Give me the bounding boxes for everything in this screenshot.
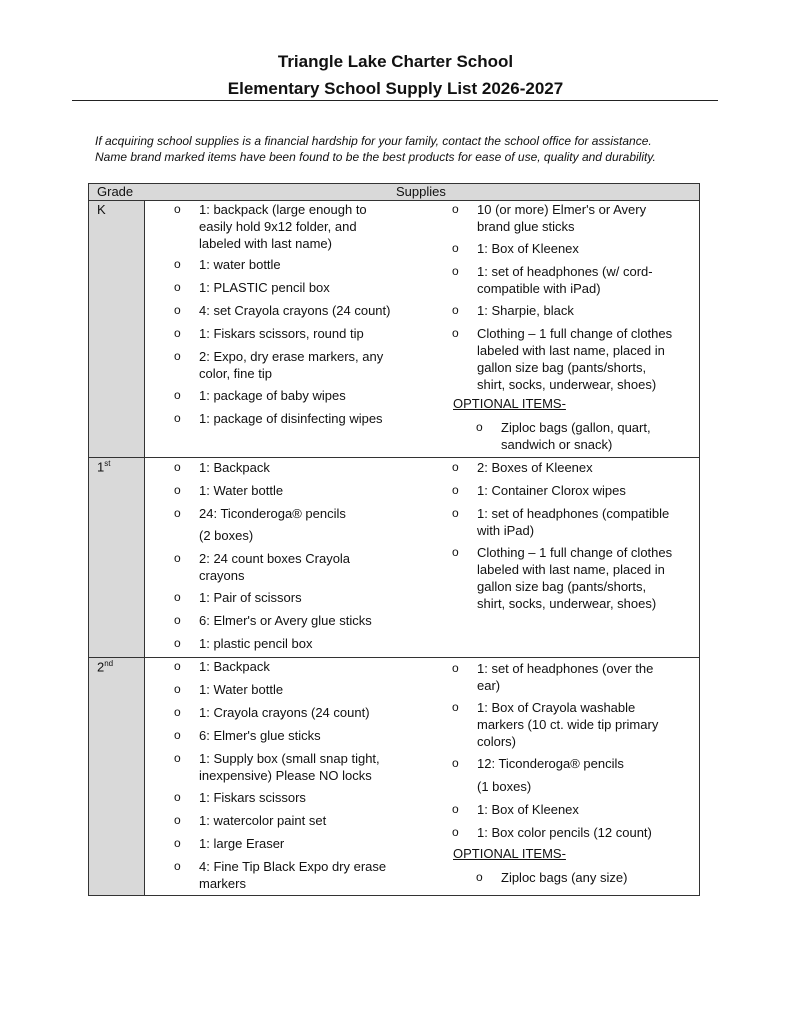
supply-item-text: 1: Box of Crayola washable markers (10 ct. wide tip primary colors)	[477, 700, 659, 749]
supply-item-text: 1: Water bottle	[199, 483, 284, 498]
bullet-icon: o	[174, 682, 181, 696]
bullet-icon: o	[174, 202, 181, 216]
bullet-icon: o	[174, 303, 181, 317]
bullet-icon: o	[452, 326, 459, 340]
supply-item-text: 1: Pair of scissors	[199, 590, 302, 605]
supply-item-text: 1: Supply box (small snap tight, inexpensive) Please NO locks	[199, 751, 380, 783]
bullet-icon: o	[174, 659, 181, 673]
brand-note: Name brand marked items have been found to be the best products for ease of use, quality and durability.	[95, 150, 656, 164]
supply-item-text: 10 (or more) Elmer's or Avery brand glue sticks	[477, 202, 647, 234]
supply-item-text: 1: set of headphones (compatible with iPad)	[477, 506, 670, 538]
supply-item-text: 1: Sharpie, black	[477, 303, 574, 318]
supply-item-text: 1: package of baby wipes	[199, 388, 346, 403]
supply-item-text: 1: Fiskars scissors	[199, 790, 306, 805]
bullet-icon: o	[174, 836, 181, 850]
supply-item-text: 1: large Eraser	[199, 836, 285, 851]
supply-item-text: 1: Crayola crayons (24 count)	[199, 705, 370, 720]
supply-table	[88, 183, 700, 896]
supply-item-text: 1: set of headphones (w/ cord- compatible with iPad)	[477, 264, 653, 296]
supply-item-text: 1: watercolor paint set	[199, 813, 327, 828]
bullet-icon: o	[174, 483, 181, 497]
grade-header: Grade	[97, 184, 134, 199]
supply-item-text: 1: Box of Kleenex	[477, 802, 579, 817]
bullet-icon: o	[174, 705, 181, 719]
bullet-icon: o	[452, 460, 459, 474]
bullet-icon: o	[174, 859, 181, 873]
list-title: Elementary School Supply List 2026-2027	[227, 79, 564, 98]
bullet-icon: o	[452, 700, 459, 714]
bullet-icon: o	[476, 870, 483, 884]
supply-item-text: 1: plastic pencil box	[199, 636, 313, 651]
supply-item-text: 1: water bottle	[199, 257, 281, 272]
bullet-icon: o	[174, 813, 181, 827]
supply-item-text: 1: Container Clorox wipes	[477, 483, 626, 498]
bullet-icon: o	[174, 349, 181, 363]
bullet-icon: o	[174, 636, 181, 650]
supply-item-text: Ziploc bags (any size)	[501, 870, 628, 885]
bullet-icon: o	[174, 388, 181, 402]
supply-item-text: Ziploc bags (gallon, quart, sandwich or snack)	[501, 420, 651, 452]
supply-item-text: 1: PLASTIC pencil box	[199, 280, 330, 295]
supply-item-text: Clothing – 1 full change of clothes labeled with last name, placed in gallon size bag (pants/shorts, shirt, socks, underwear, shoes)	[477, 545, 673, 611]
bullet-icon: o	[452, 802, 459, 816]
supply-item-text: 6: Elmer's glue sticks	[199, 728, 321, 743]
bullet-icon: o	[174, 326, 181, 340]
bullet-icon: o	[452, 303, 459, 317]
supply-item-text: Clothing – 1 full change of clothes labeled with last name, placed in gallon size bag (pants/shorts, shirt, socks, underwear, shoes)	[477, 326, 673, 392]
bullet-icon: o	[174, 460, 181, 474]
bullet-icon: o	[174, 280, 181, 294]
bullet-icon: o	[174, 411, 181, 425]
bullet-icon: o	[174, 728, 181, 742]
supply-item-text: 1: set of headphones (over the ear)	[477, 661, 654, 693]
supply-item-text: 2: 24 count boxes Crayola crayons	[199, 551, 351, 583]
optional-items-label: OPTIONAL ITEMS-	[453, 846, 566, 861]
optional-items-label: OPTIONAL ITEMS-	[453, 396, 566, 411]
supplies-header: Supplies	[396, 184, 446, 199]
bullet-icon: o	[452, 264, 459, 278]
bullet-icon: o	[476, 420, 483, 434]
supply-item-note: (1 boxes)	[477, 779, 532, 794]
bullet-icon: o	[452, 825, 459, 839]
bullet-icon: o	[452, 506, 459, 520]
bullet-icon: o	[452, 202, 459, 216]
bullet-icon: o	[174, 551, 181, 565]
bullet-icon: o	[174, 506, 181, 520]
table-header	[89, 184, 699, 201]
bullet-icon: o	[174, 257, 181, 271]
grade-column	[89, 184, 145, 895]
bullet-icon: o	[452, 483, 459, 497]
supply-item-text: 4: Fine Tip Black Expo dry erase markers	[199, 859, 387, 891]
bullet-icon: o	[452, 241, 459, 255]
supply-item-text: 6: Elmer's or Avery glue sticks	[199, 613, 372, 628]
supply-item-text: 1: Box of Kleenex	[477, 241, 579, 256]
supply-item-text: 1: package of disinfecting wipes	[199, 411, 383, 426]
row-divider	[89, 457, 699, 458]
school-name: Triangle Lake Charter School	[277, 52, 514, 71]
supply-item-text: 4: set Crayola crayons (24 count)	[199, 303, 391, 318]
supply-item-text: 2: Expo, dry erase markers, any color, fine tip	[199, 349, 384, 381]
supply-item-text: 2: Boxes of Kleenex	[477, 460, 593, 475]
supply-item-text: 24: Ticonderoga® pencils	[199, 506, 346, 521]
grade-label-1st: 1st	[97, 459, 111, 475]
bullet-icon: o	[452, 756, 459, 770]
bullet-icon: o	[174, 751, 181, 765]
supply-item-text: 1: Box color pencils (12 count)	[477, 825, 652, 840]
supply-item-text: 12: Ticonderoga® pencils	[477, 756, 624, 771]
bullet-icon: o	[452, 661, 459, 675]
grade-label-k: K	[97, 202, 106, 217]
bullet-icon: o	[174, 590, 181, 604]
title-divider	[72, 100, 718, 101]
supply-item-text: 1: Water bottle	[199, 682, 284, 697]
hardship-note: If acquiring school supplies is a financial hardship for your family, contact the school office for assistance.	[95, 134, 652, 148]
supply-item-note: (2 boxes)	[199, 528, 254, 543]
bullet-icon: o	[174, 790, 181, 804]
supply-item-text: 1: Backpack	[199, 460, 270, 475]
supply-item-text: 1: Fiskars scissors, round tip	[199, 326, 364, 341]
supply-item-text: 1: Backpack	[199, 659, 270, 674]
grade-label-2nd: 2nd	[97, 659, 114, 675]
bullet-icon: o	[452, 545, 459, 559]
bullet-icon: o	[174, 613, 181, 627]
supply-item-text: 1: backpack (large enough to easily hold 9x12 folder, and labeled with last name)	[199, 202, 367, 251]
